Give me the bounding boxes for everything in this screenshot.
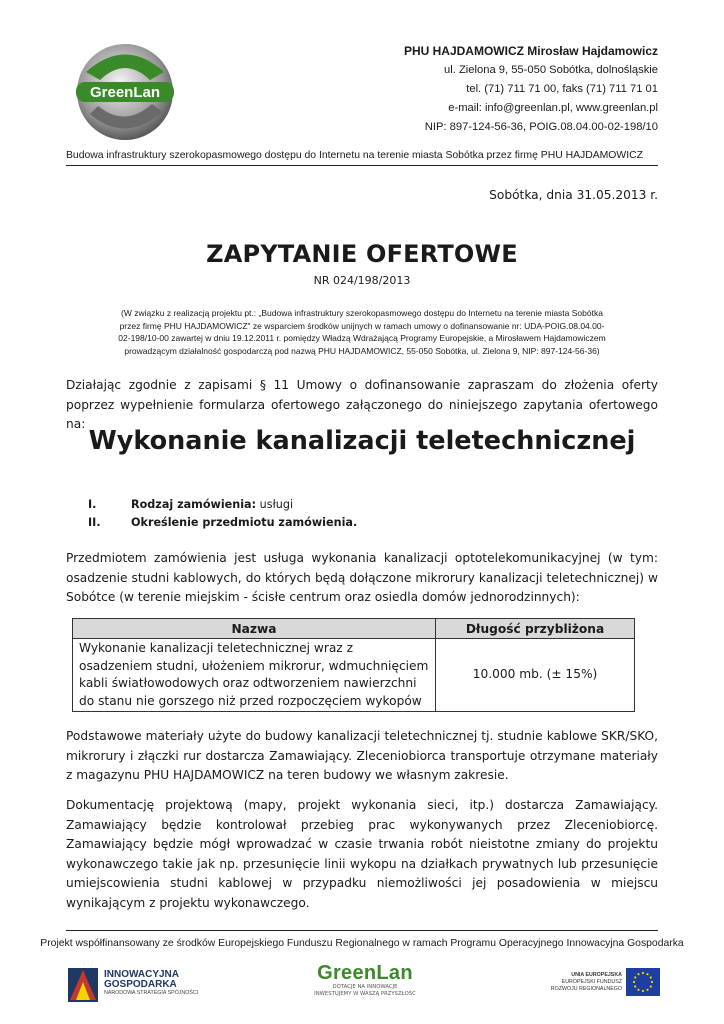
eu-line3: ROZWOJU REGIONALNEGO: [550, 985, 622, 992]
document-date: Sobótka, dnia 31.05.2013 r.: [489, 188, 658, 202]
ig-line1: INNOWACYJNA: [104, 969, 180, 980]
documentation-paragraph: Dokumentację projektową (mapy, projekt wykonania sieci, itp.) dostarcza Zamawiający. Zamawiający będzie kontrolował przebieg prac wykonywanych przez Zleceniobiorcę. Zamawiający będzie mógł wprowadzać w czasie trwania robót nieistotne zmiany do projektu wykonawczego takie jak np. przesunięcie linii wykopu na działkach prywatnych lub przesunięcie umiejscowienia studni kablowej w przypadku niemożliwości jej posadowienia w miejscu wynikającym z projektu wykonawczego.: [66, 798, 658, 910]
intro-paragraph: Działając zgodnie z zapisami § 11 Umowy o dofinansowanie zapraszam do złożenia oferty poprzez wypełnienie formularza ofertowego załączonego do niniejszego zapytania ofertowego na:: [66, 378, 658, 431]
company-phone: tel. (71) 711 71 00, faks (71) 711 71 01: [466, 83, 658, 95]
order-details-list: [88, 496, 357, 532]
gl-footer-title: GreenLan: [317, 962, 413, 984]
table-header-name: Nazwa: [73, 619, 436, 639]
ig-line2: GOSPODARKA: [104, 979, 177, 990]
logo-text: GreenLan: [89, 84, 161, 101]
order-subject: Wykonanie kanalizacji teletechnicznej: [88, 426, 636, 456]
table-header-row: [73, 619, 635, 639]
footer-divider: [66, 930, 658, 931]
company-address: ul. Zielona 9, 55-050 Sobótka, dolnośląskie: [444, 64, 658, 76]
company-email: e-mail: info@greenlan.pl, www.greenlan.pl: [448, 102, 658, 114]
materials-paragraph: Podstawowe materiały użyte do budowy kanalizacji teletechnicznej tj. studnie kablowe SKR/SKO, mikrorury i złączki rur dostarcza Zamawiający. Zleceniobiorca transportuje otrzymane materiały z magazynu PHU HAJDAMOWICZ na teren budowy we własnym zakresie.: [66, 729, 658, 782]
list-label: Określenie przedmiotu zamówienia.: [131, 516, 358, 529]
list-number: I.: [88, 498, 97, 511]
table-header-length: Długość przybliżona: [436, 619, 635, 639]
table-row: [73, 639, 635, 712]
list-item: [88, 496, 357, 514]
eu-title: UNIA EUROPEJSKA: [571, 972, 622, 978]
footer-cofinancing-text: Projekt współfinansowany ze środków Europejskiego Funduszu Regionalnego w ramach Programu Operacyjnego Innowacyjna Gospodarka: [40, 938, 684, 949]
header-project-title: Budowa infrastruktury szerokopasmowego dostępu do Internetu na terenie miasta Sobótka przez firmę PHU HAJDAMOWICZ: [66, 150, 643, 161]
header-divider: [66, 165, 658, 166]
eu-logo: [540, 964, 660, 1004]
eu-flag-icon: [626, 968, 660, 996]
company-name: PHU HAJDAMOWICZ Mirosław Hajdamowicz: [403, 44, 658, 58]
greenlan-logo: [66, 42, 184, 142]
description-paragraph: Przedmiotem zamówienia jest usługa wykonania kanalizacji optotelekomunikacyjnej (w tym: osadzenie studni kablowych, do których będą dołączone mikrorury kanalizacji teletechnicznej) w Sobótce (w terenie miejskim - ścisłe centrum oraz osiedla domów jednorodzinnych):: [66, 551, 658, 604]
document-title: ZAPYTANIE OFERTOWE: [206, 240, 518, 268]
table-cell-name: Wykonanie kanalizacji teletechnicznej wraz z osadzeniem studni, ułożeniem mikrorur, wdmuchnięciem kabli światłowodowych oraz odtworzeniem nawierzchni do stanu nie gorszego niż przed rozpoczęciem wykopów: [73, 639, 436, 712]
list-number: II.: [88, 516, 101, 529]
greenlan-footer-logo: [306, 962, 424, 1004]
company-info: [404, 42, 658, 137]
company-nip: NIP: 897-124-56-36, POIG.08.04.00-02-198/10: [424, 121, 658, 133]
order-table: [72, 618, 635, 712]
list-item: [88, 514, 357, 532]
list-label: Rodzaj zamówienia:: [131, 498, 257, 511]
gl-sub2: INWESTUJEMY W WASZĄ PRZYSZŁOŚĆ: [314, 991, 416, 997]
eu-line2: EUROPEJSKI FUNDUSZ: [561, 978, 622, 985]
document-note: (W związku z realizacją projektu pt.: „Budowa infrastruktury szerokopasmowego dostępu do Internetu na terenie miasta Sobótka przez firmę PHU HAJDAMOWICZ" ze wsparciem środków unijnych w ramach umowy o dofinansowanie nr: UDA-POIG.08.04.00-02-198/10-00 zawartej w dniu 19.12.2011 r. pomiędzy Władzą Wdrażającą Programy Europejskie, a Mirosławem Hajdamowiczem prowadzącym działalność gospodarczą pod nazwą PHU HAJDAMOWICZ, 55-050 Sobótka, ul. Zielona 9, NIP: 897-124-56-36): [118, 308, 606, 356]
list-value: usługi: [256, 498, 294, 511]
table-cell-length: 10.000 mb. (± 15%): [436, 639, 635, 712]
innowacyjna-gospodarka-logo: [66, 964, 206, 1008]
ig-emblem-icon: [66, 964, 100, 1004]
ig-sub: NARODOWA STRATEGIA SPÓJNOŚCI: [104, 990, 199, 996]
gl-sub1: DOTACJE NA INNOWACJE: [332, 984, 398, 990]
document-number: NR 024/198/2013: [313, 274, 411, 287]
